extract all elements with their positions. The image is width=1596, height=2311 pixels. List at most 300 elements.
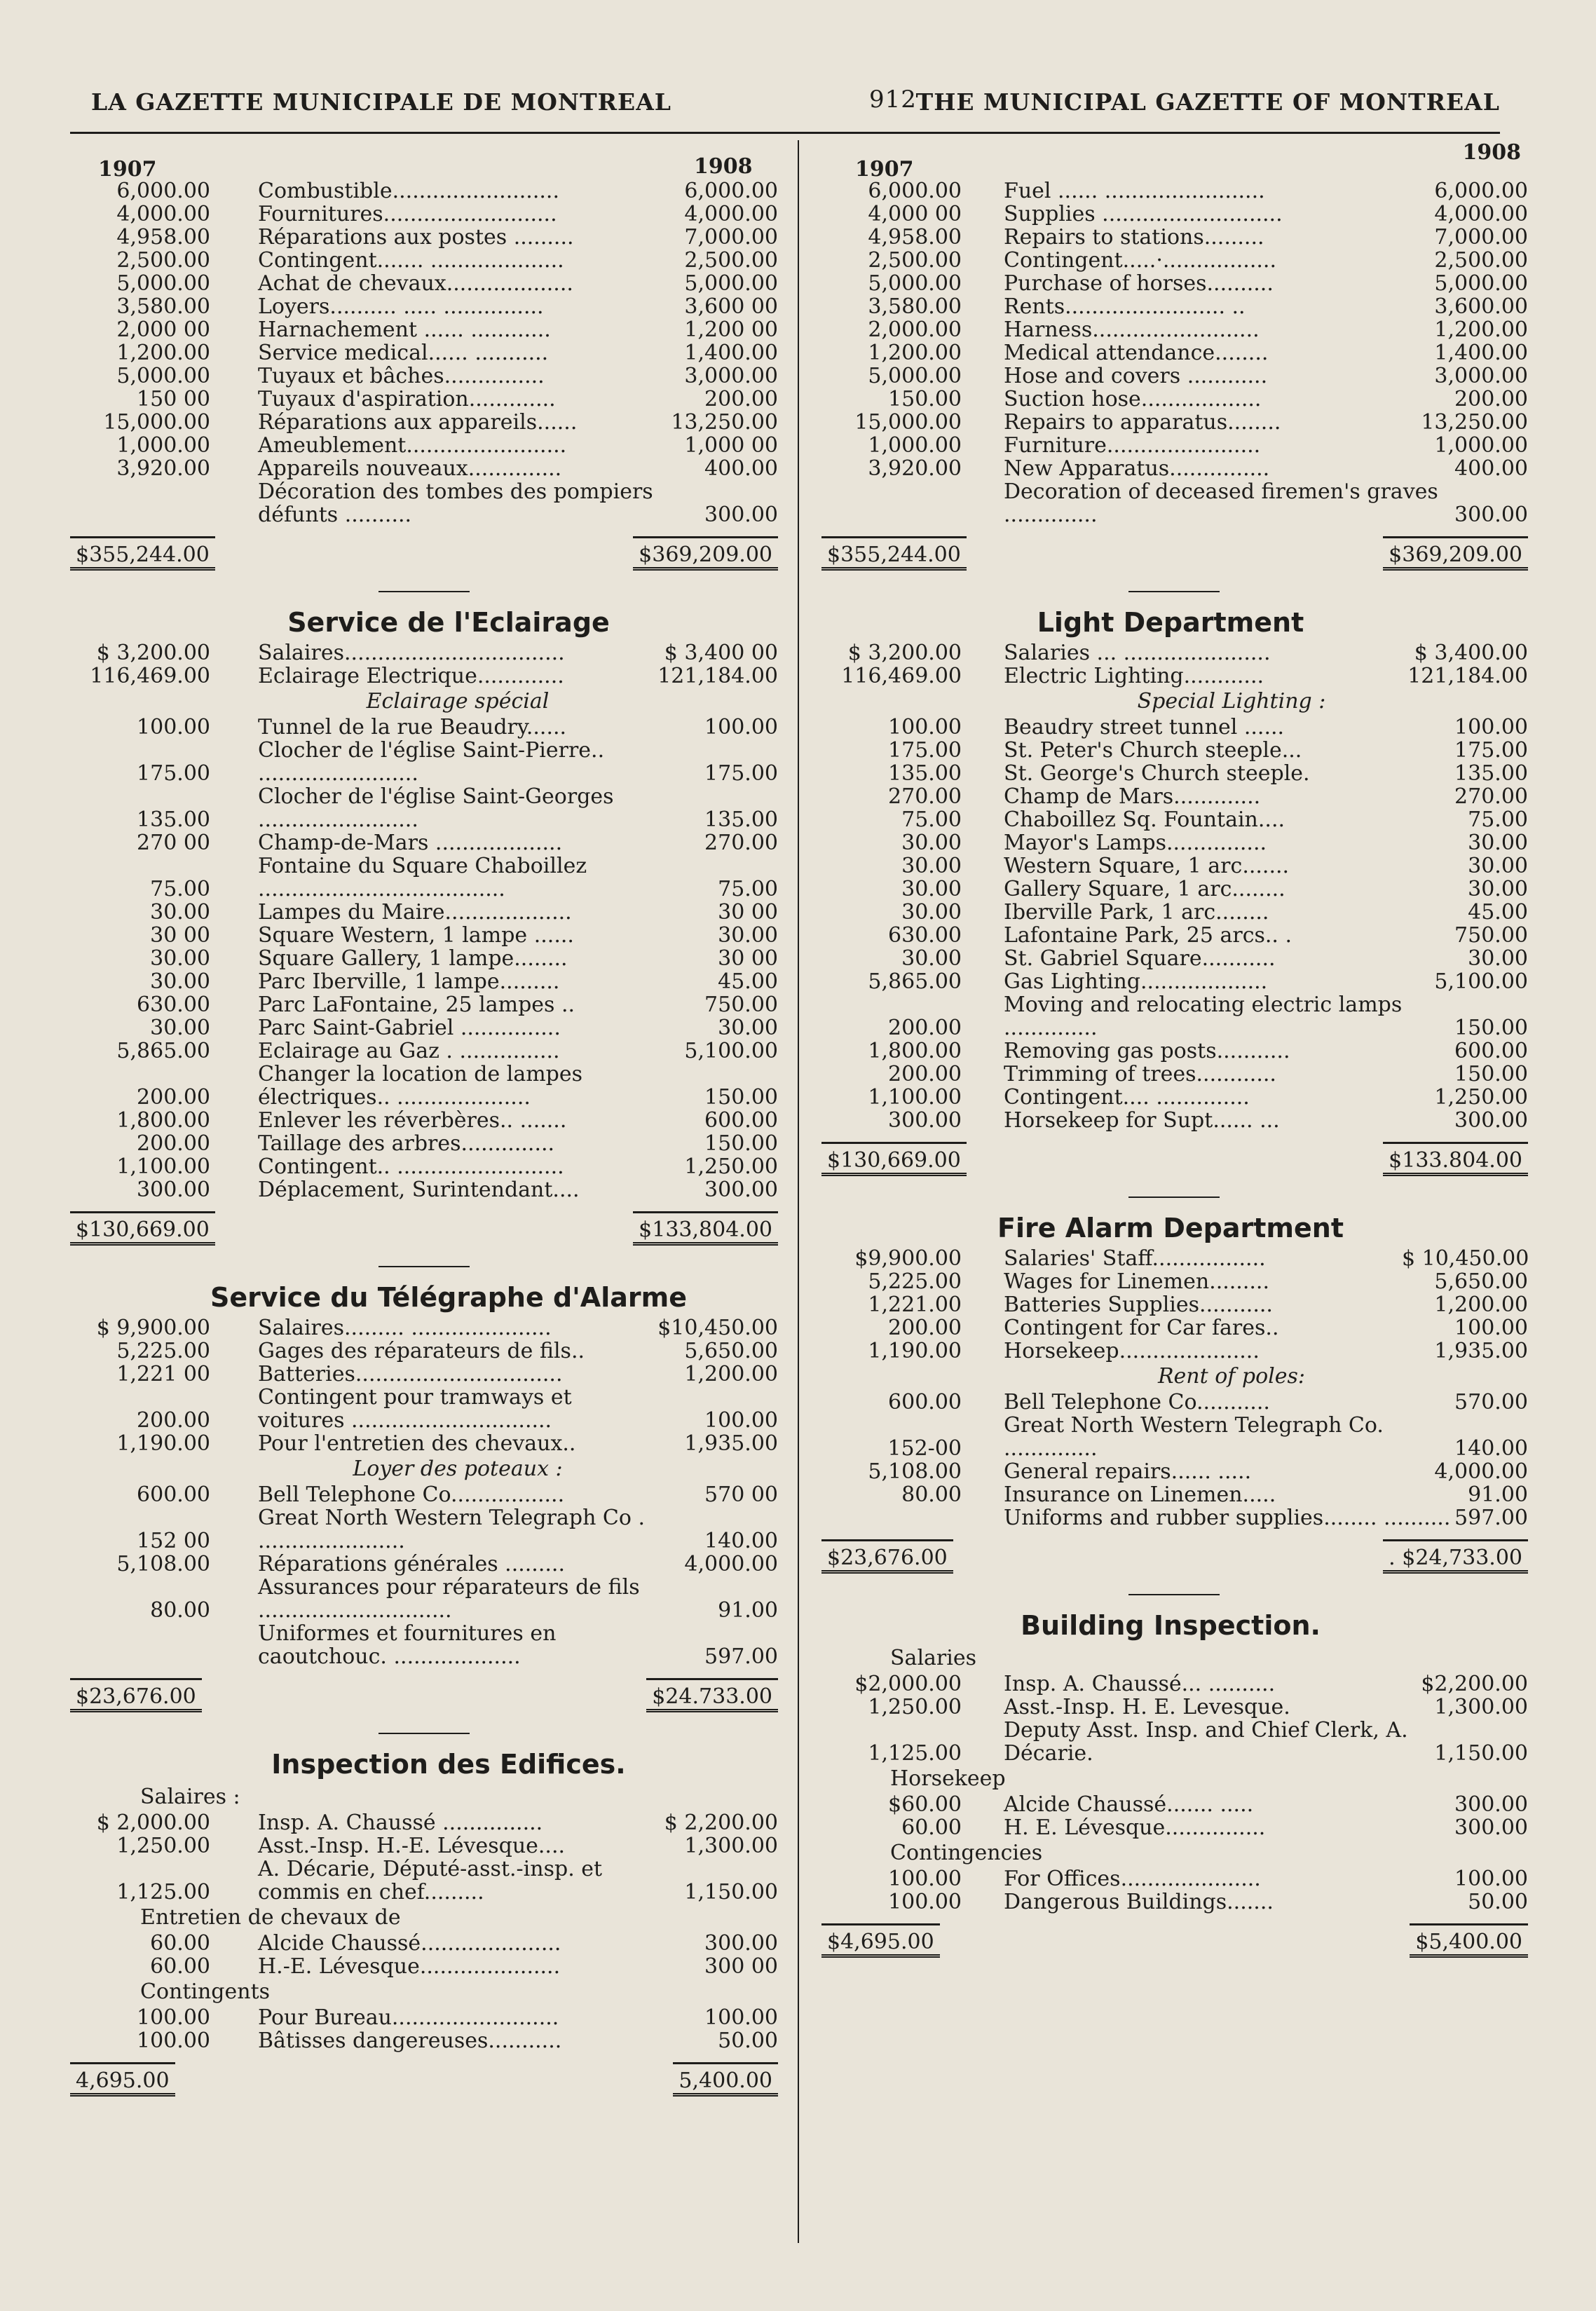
budget-row [813, 1890, 1528, 1914]
item-description: Combustible......................... [258, 179, 559, 203]
item-description: Réparations générales ......... [258, 1552, 565, 1576]
item-description: Great North Western Telegraph Co . ...................... [258, 1506, 646, 1553]
amount-1908: 1,250.00 [1434, 1085, 1528, 1110]
budget-row [70, 901, 785, 924]
budget-row [70, 480, 785, 526]
item-description: Appareils nouveaux.............. [258, 456, 562, 481]
amount-1908: 30 00 [718, 946, 778, 971]
item-description: Square Western, 1 lampe ...... [258, 923, 574, 948]
amount-1907: 116,469.00 [841, 664, 962, 688]
total-1907: $23,676.00 [70, 1678, 202, 1712]
budget-row [813, 341, 1528, 364]
item-description: Furniture....................... [1004, 433, 1261, 458]
amount-1907: $ 9,900.00 [96, 1316, 210, 1340]
amount-1907: 100.00 [137, 2029, 210, 2053]
amount-1907: 30.00 [901, 877, 962, 901]
amount-1908: 1,300.00 [684, 1834, 778, 1858]
item-description: Electric Lighting............ [1004, 664, 1264, 688]
budget-row [70, 2006, 785, 2029]
amount-1908: 135.00 [1454, 761, 1528, 786]
section-totals [70, 1668, 785, 1720]
budget-row [70, 2029, 785, 2052]
amount-1907: 1,250.00 [116, 1834, 210, 1858]
item-description: Rents........................ .. [1004, 294, 1246, 319]
item-description: Hose and covers ............ [1004, 364, 1268, 388]
amount-1908: 4,000.00 [1434, 202, 1528, 226]
amount-1907: 4,958.00 [116, 225, 210, 250]
pole-rent-subheading: Rent of poles: [1157, 1364, 1306, 1389]
item-description: Tunnel de la rue Beaudry...... [258, 715, 567, 739]
section-totals [70, 2052, 785, 2104]
amount-1907: 200.00 [137, 1085, 210, 1110]
budget-row [813, 364, 1528, 388]
budget-row [813, 1039, 1528, 1063]
french-column [70, 140, 785, 2104]
amount-1907: 5,000.00 [868, 364, 962, 388]
amount-1908: 175.00 [1454, 738, 1528, 763]
budget-row [813, 1483, 1528, 1506]
amount-1907: 200.00 [888, 1062, 962, 1086]
total-1908: 5,400.00 [673, 2062, 778, 2097]
budget-row [70, 1063, 785, 1109]
budget-row [70, 1363, 785, 1386]
item-description: Pour Bureau......................... [258, 2005, 559, 2030]
amount-1908: 13,250.00 [1421, 410, 1528, 435]
amount-1908: $ 3,400.00 [1414, 641, 1528, 665]
amount-1907: 200.00 [137, 1408, 210, 1433]
page-number: 912 [869, 86, 917, 114]
item-description: St. Peter's Church steeple... [1004, 738, 1302, 763]
budget-row [813, 901, 1528, 924]
amount-1907: 3,580.00 [116, 294, 210, 319]
amount-1907: 300.00 [888, 1108, 962, 1133]
budget-row [70, 993, 785, 1016]
item-description: Wages for Linemen......... [1004, 1269, 1269, 1294]
amount-1908: 570.00 [1454, 1390, 1528, 1414]
amount-1907: 100.00 [888, 715, 962, 739]
amount-1908: 30.00 [718, 1016, 778, 1040]
amount-1908: 150.00 [704, 1131, 778, 1156]
amount-1907: 5,000.00 [868, 271, 962, 296]
amount-1907: 1,125.00 [116, 1880, 210, 1904]
amount-1907: 5,108.00 [868, 1459, 962, 1484]
amount-1907: 1,100.00 [116, 1154, 210, 1179]
amount-1907: 80.00 [150, 1598, 210, 1623]
budget-row [813, 1270, 1528, 1293]
amount-1907: 175.00 [888, 738, 962, 763]
item-description: Taillage des arbres.............. [258, 1131, 555, 1156]
budget-row [70, 1178, 785, 1201]
item-description: Deputy Asst. Insp. and Chief Clerk, A. Décarie. [1004, 1718, 1408, 1766]
amount-1908: 100.00 [704, 2005, 778, 2030]
item-description: Suction hose.................. [1004, 387, 1262, 411]
amount-1908: 300.00 [1454, 503, 1528, 527]
amount-1908: 5,100.00 [1434, 969, 1528, 994]
budget-row [813, 295, 1528, 318]
amount-1908: 30 00 [718, 900, 778, 925]
budget-row [70, 1811, 785, 1834]
amount-1908: $2,200.00 [1421, 1672, 1528, 1696]
amount-1907: 2,000.00 [868, 318, 962, 342]
budget-row [813, 226, 1528, 249]
budget-row [70, 716, 785, 739]
budget-row [813, 1506, 1528, 1529]
item-description: Square Gallery, 1 lampe........ [258, 946, 568, 971]
building-section-title: Inspection des Edifices. [271, 1749, 626, 1780]
item-description: Salaires................................. [258, 641, 565, 665]
budget-row [70, 411, 785, 434]
item-description: Gas Lighting................... [1004, 969, 1268, 994]
amount-1908: 400.00 [1454, 456, 1528, 481]
amount-1907: 80.00 [901, 1482, 962, 1507]
item-description: Medical attendance........ [1004, 341, 1269, 365]
item-description: Changer la location de lampes électriques.. .................... [258, 1062, 583, 1110]
total-1908: $133.804.00 [1383, 1142, 1528, 1176]
budget-row [813, 924, 1528, 947]
budget-row [813, 1109, 1528, 1132]
item-description: Batteries............................... [258, 1362, 563, 1386]
budget-row [813, 1293, 1528, 1316]
amount-1908: 13,250.00 [671, 410, 778, 435]
budget-row [70, 1576, 785, 1622]
amount-1907: 5,000.00 [116, 364, 210, 388]
amount-1907: 135.00 [888, 761, 962, 786]
item-description: Repairs to apparatus........ [1004, 410, 1281, 435]
item-description: Repairs to stations......... [1004, 225, 1264, 250]
budget-row [813, 716, 1528, 739]
amount-1907: 60.00 [150, 1931, 210, 1956]
amount-1908: 270.00 [1454, 784, 1528, 809]
amount-1908: 100.00 [1454, 1867, 1528, 1891]
amount-1907: 75.00 [150, 877, 210, 901]
item-description: For Offices..................... [1004, 1867, 1261, 1891]
amount-1907: 2,500.00 [116, 248, 210, 273]
amount-1908: 570 00 [704, 1482, 778, 1507]
amount-1908: 300.00 [704, 503, 778, 527]
amount-1907: $9,900.00 [854, 1246, 962, 1271]
item-description: Loyers.......... ..... ............... [258, 294, 544, 319]
budget-row [813, 947, 1528, 970]
item-description: Lampes du Maire................... [258, 900, 572, 925]
item-description: Gages des réparateurs de fils.. [258, 1339, 585, 1363]
amount-1907: 6,000.00 [868, 179, 962, 203]
amount-1907: 30.00 [901, 946, 962, 971]
amount-1908: 30.00 [1468, 831, 1528, 855]
alarm-section-title: Fire Alarm Department [997, 1213, 1344, 1243]
budget-row [813, 318, 1528, 341]
item-description: Contingent.... .............. [1004, 1085, 1250, 1110]
amount-1907: 1,100.00 [868, 1085, 962, 1110]
amount-1908: 140.00 [1454, 1436, 1528, 1461]
item-description: Harness......................... [1004, 318, 1260, 342]
total-1907: $4,695.00 [821, 1923, 940, 1958]
budget-row [813, 1391, 1528, 1414]
budget-row [813, 762, 1528, 785]
budget-row [813, 179, 1528, 203]
budget-row [70, 664, 785, 688]
budget-row [70, 1316, 785, 1339]
item-description: Décoration des tombes des pompiers défunts .......... [258, 479, 653, 527]
amount-1908: 121,184.00 [1407, 664, 1528, 688]
section-totals [813, 1132, 1528, 1184]
special-lighting-subheading: Special Lighting : [1137, 689, 1326, 714]
budget-row [70, 295, 785, 318]
amount-1907: 100.00 [888, 1867, 962, 1891]
amount-1907: 30.00 [150, 1016, 210, 1040]
budget-row [813, 1460, 1528, 1483]
amount-1907: 100.00 [137, 715, 210, 739]
budget-row [813, 203, 1528, 226]
amount-1907: 5,225.00 [116, 1339, 210, 1363]
light-section-title: Light Department [1037, 607, 1304, 638]
amount-1907: 600.00 [888, 1390, 962, 1414]
special-lighting-subheading: Eclairage spécial [366, 689, 550, 714]
amount-1907: 2,500.00 [868, 248, 962, 273]
item-description: Mayor's Lamps............... [1004, 831, 1267, 855]
amount-1907: 30.00 [150, 946, 210, 971]
section-separator [813, 1581, 1528, 1607]
amount-1907: 3,580.00 [868, 294, 962, 319]
item-description: Parc Iberville, 1 lampe......... [258, 969, 560, 994]
section-separator [813, 578, 1528, 604]
budget-row [70, 1483, 785, 1506]
item-description: Contingent for Car fares.. [1004, 1316, 1279, 1340]
budget-row [70, 1155, 785, 1178]
item-description: Asst.-Insp. H. E. Levesque. [1004, 1695, 1290, 1719]
year-headings [813, 140, 1528, 182]
amount-1908: 300.00 [1454, 1792, 1528, 1817]
item-description: Achat de chevaux................... [258, 271, 573, 296]
section-separator [70, 1253, 785, 1279]
amount-1907: 3,920.00 [868, 456, 962, 481]
item-description: Clocher de l'église Saint-Georges ........................ [258, 784, 614, 832]
amount-1908: 6,000.00 [684, 179, 778, 203]
amount-1907: 5,865.00 [868, 969, 962, 994]
year-1907-heading: 1907 [855, 157, 914, 182]
header-french-title: LA GAZETTE MUNICIPALE DE MONTREAL [91, 88, 672, 116]
budget-row [70, 831, 785, 854]
year-headings [70, 140, 785, 182]
amount-1907: 1,190.00 [116, 1431, 210, 1456]
amount-1908: 7,000.00 [684, 225, 778, 250]
budget-row [70, 1386, 785, 1432]
amount-1908: 91.00 [718, 1598, 778, 1623]
item-description: Champ-de-Mars ................... [258, 831, 563, 855]
year-1908-heading: 1908 [1462, 140, 1521, 165]
total-1908: $5,400.00 [1410, 1923, 1528, 1958]
budget-row [813, 1816, 1528, 1839]
item-description: Ameublement........................ [258, 433, 567, 458]
item-description: Decoration of deceased firemen's graves .............. [1004, 479, 1438, 527]
budget-row [70, 854, 785, 901]
amount-1907: $ 3,200.00 [847, 641, 962, 665]
amount-1907: 5,108.00 [116, 1552, 210, 1576]
total-1908: $369,209.00 [633, 536, 778, 571]
amount-1908: 75.00 [718, 877, 778, 901]
item-description: Beaudry street tunnel ...... [1004, 715, 1285, 739]
amount-1907: 1,200.00 [116, 341, 210, 365]
amount-1907: 1,800.00 [116, 1108, 210, 1133]
amount-1908: 2,500.00 [684, 248, 778, 273]
light-section-title: Service de l'Eclairage [287, 607, 610, 638]
budget-row [813, 739, 1528, 762]
amount-1908: 1,200 00 [684, 318, 778, 342]
amount-1908: 30.00 [1468, 854, 1528, 878]
item-description: St. Gabriel Square........... [1004, 946, 1276, 971]
amount-1908: 3,000.00 [684, 364, 778, 388]
amount-1908: 597.00 [704, 1644, 778, 1669]
budget-row [813, 1719, 1528, 1765]
budget-row [70, 272, 785, 295]
budget-row [813, 641, 1528, 664]
item-description: New Apparatus............... [1004, 456, 1270, 481]
amount-1907: 4,000.00 [116, 202, 210, 226]
amount-1908: 300.00 [1454, 1108, 1528, 1133]
item-description: Iberville Park, 1 arc........ [1004, 900, 1269, 925]
item-description: Asst.-Insp. H.-E. Lévesque.... [258, 1834, 566, 1858]
item-description: H.-E. Lévesque..................... [258, 1954, 561, 1979]
budget-row [813, 388, 1528, 411]
item-description: Horsekeep for Supt...... ... [1004, 1108, 1280, 1133]
budget-row [813, 1867, 1528, 1890]
item-description: Lafontaine Park, 25 arcs.. . [1004, 923, 1293, 948]
budget-row [813, 1247, 1528, 1270]
budget-row [70, 457, 785, 480]
english-column [813, 140, 1528, 1965]
amount-1907: 1,125.00 [868, 1741, 962, 1766]
amount-1907: 75.00 [901, 807, 962, 832]
amount-1907: 60.00 [901, 1815, 962, 1840]
amount-1907: 1,000.00 [868, 433, 962, 458]
item-description: Great North Western Telegraph Co. .............. [1004, 1413, 1384, 1461]
item-description: Tuyaux et bâches............... [258, 364, 545, 388]
item-description: St. George's Church steeple. [1004, 761, 1310, 786]
amount-1908: 1,200.00 [684, 1362, 778, 1386]
amount-1908: 140.00 [704, 1529, 778, 1553]
budget-row [70, 924, 785, 947]
item-description: Gallery Square, 1 arc........ [1004, 877, 1285, 901]
amount-1907: 200.00 [888, 1016, 962, 1040]
amount-1907: 100.00 [888, 1890, 962, 1914]
pole-rent-subheading: Loyer des poteaux : [353, 1457, 563, 1481]
item-description: Insp. A. Chaussé... .......... [1004, 1672, 1276, 1696]
budget-row [70, 947, 785, 970]
amount-1908: $ 3,400 00 [664, 641, 778, 665]
budget-row [813, 808, 1528, 831]
amount-1907: 200.00 [137, 1131, 210, 1156]
amount-1907: 4,958.00 [868, 225, 962, 250]
amount-1908: 150.00 [1454, 1016, 1528, 1040]
item-description: Réparations aux appareils...... [258, 410, 578, 435]
total-1907: $130,669.00 [821, 1142, 967, 1176]
budget-row [70, 1553, 785, 1576]
amount-1908: 150.00 [704, 1085, 778, 1110]
amount-1908: 45.00 [718, 969, 778, 994]
item-description: Trimming of trees............ [1004, 1062, 1276, 1086]
budget-row [70, 1834, 785, 1857]
amount-1907: 30.00 [150, 900, 210, 925]
amount-1908: 100.00 [704, 1408, 778, 1433]
amount-1908: 4,000.00 [1434, 1459, 1528, 1484]
amount-1908: 50.00 [718, 2029, 778, 2053]
amount-1908: 5,650.00 [684, 1339, 778, 1363]
amount-1908: 1,935.00 [1434, 1339, 1528, 1363]
amount-1907: 60.00 [150, 1954, 210, 1979]
budget-row [70, 388, 785, 411]
budget-row [813, 993, 1528, 1039]
amount-1908: 1,200.00 [1434, 1293, 1528, 1317]
section-totals [70, 526, 785, 578]
amount-1908: 150.00 [1454, 1062, 1528, 1086]
amount-1908: 1,000 00 [684, 433, 778, 458]
item-description: Harnachement ...... ............ [258, 318, 551, 342]
amount-1907: 30.00 [901, 831, 962, 855]
budget-row [813, 457, 1528, 480]
amount-1908: 45.00 [1468, 900, 1528, 925]
budget-row [70, 739, 785, 785]
budget-row [813, 664, 1528, 688]
budget-row [70, 434, 785, 457]
amount-1908: 1,300.00 [1434, 1695, 1528, 1719]
amount-1907: 30.00 [150, 969, 210, 994]
item-description: Chaboillez Sq. Fountain.... [1004, 807, 1285, 832]
budget-row [813, 1316, 1528, 1339]
budget-row [70, 1955, 785, 1978]
amount-1908: 600.00 [1454, 1039, 1528, 1063]
amount-1908: 1,150.00 [684, 1880, 778, 1904]
budget-row [813, 1672, 1528, 1696]
budget-row [813, 970, 1528, 993]
amount-1908: 3,600 00 [684, 294, 778, 319]
budget-row [813, 1696, 1528, 1719]
item-description: Déplacement, Surintendant.... [258, 1178, 580, 1202]
amount-1908: 6,000.00 [1434, 179, 1528, 203]
total-1908: . $24,733.00 [1383, 1539, 1528, 1574]
item-description: Assurances pour réparateurs de fils ............................. [258, 1575, 640, 1623]
item-description: Eclairage au Gaz . ............... [258, 1039, 560, 1063]
amount-1908: 597.00 [1454, 1506, 1528, 1530]
amount-1908: 4,000.00 [684, 202, 778, 226]
salaries-group-label: Salaries [890, 1646, 977, 1670]
amount-1907: 1,000.00 [116, 433, 210, 458]
amount-1908: 3,000.00 [1434, 364, 1528, 388]
item-description: Bâtisses dangereuses........... [258, 2029, 562, 2053]
amount-1907: 630.00 [888, 923, 962, 948]
amount-1907: $60.00 [888, 1792, 962, 1817]
amount-1907: 1,250.00 [868, 1695, 962, 1719]
amount-1908: 750.00 [1454, 923, 1528, 948]
section-separator [70, 578, 785, 604]
budget-row [813, 249, 1528, 272]
amount-1908: 270.00 [704, 831, 778, 855]
amount-1907: 630.00 [137, 993, 210, 1017]
item-description: Removing gas posts........... [1004, 1039, 1290, 1063]
amount-1908: 175.00 [704, 761, 778, 786]
amount-1907: 5,000.00 [116, 271, 210, 296]
section-totals [813, 526, 1528, 578]
header-english-title: THE MUNICIPAL GAZETTE OF MONTREAL [915, 88, 1500, 116]
item-description: Horsekeep..................... [1004, 1339, 1260, 1363]
item-description: Clocher de l'église Saint-Pierre.. ........................ [258, 738, 605, 786]
section-separator [813, 1184, 1528, 1209]
amount-1908: 200.00 [1454, 387, 1528, 411]
budget-row [70, 1622, 785, 1668]
item-description: Tuyaux d'aspiration............. [258, 387, 556, 411]
amount-1908: 3,600.00 [1434, 294, 1528, 319]
amount-1907: $2,000.00 [854, 1672, 962, 1696]
item-description: Service medical...... ........... [258, 341, 549, 365]
budget-row [70, 179, 785, 203]
